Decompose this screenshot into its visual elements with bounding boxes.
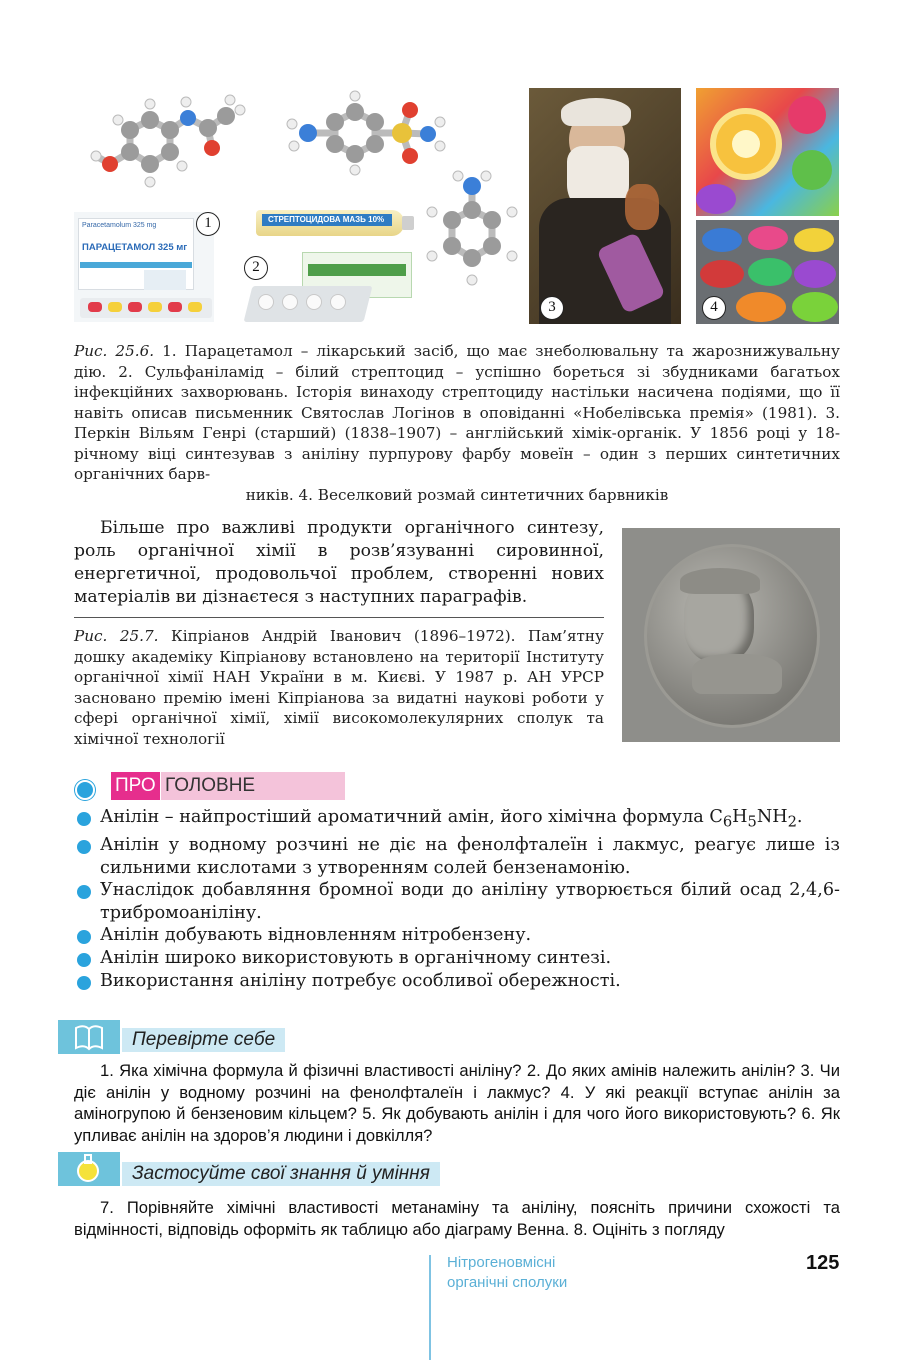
kiprianov-memorial-plaque-image — [622, 528, 840, 742]
figure-marker-3: 3 — [540, 296, 564, 320]
list-item: Анілін широко використовують в органічному синтезі. — [76, 947, 840, 970]
check-yourself-title: Перевірте себе — [122, 1028, 285, 1052]
paracetamol-molecule-image — [74, 86, 254, 206]
caption-label: Рис. 25.6. — [74, 342, 155, 360]
footer-line-1: Нітрогеновмісні — [447, 1254, 556, 1271]
aniline-molecule-image — [418, 168, 526, 304]
figure-25-7-label: Рис. 25.7. — [74, 627, 159, 645]
list-item: Анілін – найпростіший ароматичний амін, його хімічна формула $C_6H_5NH_2$. — [76, 806, 840, 834]
streptocide-tablets-image — [244, 250, 414, 324]
figure-25-7-caption — [74, 626, 604, 749]
paragraph-more-info: Більше про важливі продукти органічного синтезу, роль органічної хімії в розв’язуванні сировинної, енергетичної, продовольчої проблем, створенні нових матеріалів ви дізнаєтеся з наступних параграфів. — [74, 518, 604, 607]
summary-pro-label: ПРО — [111, 772, 160, 800]
summary-bullet-icon — [75, 780, 95, 800]
page-number: 125 — [806, 1252, 840, 1274]
flask-icon — [58, 1152, 120, 1186]
perkin-portrait-image — [529, 88, 681, 324]
summary-list — [76, 806, 840, 992]
pack-brand-small: Paracetamolum 325 mg — [82, 222, 157, 229]
colorful-candies-image — [696, 88, 839, 216]
footer-line-2: органічні сполуки — [447, 1274, 568, 1291]
summary-main-label: ГОЛОВНЕ — [161, 772, 345, 800]
list-item: Унаслідок добавляння бромної води до аніліну утворюється білий осад 2,4,6-трибромоаніліну. — [76, 879, 840, 924]
tube-label: СТРЕПТОЦИДОВА МАЗЬ 10% — [268, 215, 385, 224]
check-yourself-text: 1. Яка хімічна формула й фізичні властивості аніліну? 2. До яких амінів належить анілін? 3. Чи діє анілін у водному розчині на фенолфталеїн і лакмус? 4. У які реакції вступає анілін за аміногрупою й бензеновим кільцем? 5. Як добувають анілін і для чого його використовують? 6. Як упливає анілін на здоров’я людини і довкілля? — [74, 1061, 840, 1145]
streptocide-tube-image — [256, 204, 416, 244]
figure-25-7-text: Кіпріанов Андрій Іванович (1896–1972). Пам’ятну дошку академіку Кіпріанову встановлено на території Інституту органічної хімії НАН України в м. Києві. У 1987 р. АН УРСР засновано премію імені Кіпріанова за видатні наукові роботи у сфері органічної хімії, хімії високомолекулярних сполук та хімічної технології — [74, 627, 604, 748]
list-item: Анілін добувають відновленням нітробензену. — [76, 924, 840, 947]
list-item: Використання аніліну потребує особливої обережності. — [76, 970, 840, 993]
divider-line — [74, 617, 604, 618]
pack-brand-main: ПАРАЦЕТАМОЛ 325 мг — [82, 242, 188, 253]
caption-last-line: ників. 4. Веселковий розмай синтетичних барвників — [245, 485, 669, 504]
figure-marker-4: 4 — [702, 296, 726, 320]
list-item: Анілін у водному розчині не діє на фенолфталеїн і лакмус, реагує лише із сильними кислотами з утворенням солей бензенамонію. — [76, 834, 840, 879]
caption-text: 1. Парацетамол – лікарський засіб, що має знеболювальну та жарознижувальну дію. 2. Сульфаніламід – білий стрептоцид – успішно бореться зі збудниками багатьох інфекційних захворювань. Історія винаходу стрептоциду настільки насичена подіями, що її навіть описав письменник Святослав Логінов в оповіданні «Нобелівська премія» (1981). 3. Перкін Вільям Генрі (старший) (1838–1907) – англійський хімік-органік. У 1856 році у 18-річному віці синтезував з аніліну пурпурову фарбу мовеїн – один з перших синтетичних органічних барв- — [74, 342, 840, 483]
figure-25-6-caption — [74, 341, 840, 505]
footer-divider — [429, 1255, 431, 1360]
open-book-icon — [58, 1020, 120, 1054]
apply-knowledge-title: Застосуйте свої знання й уміння — [122, 1162, 440, 1186]
footer-chapter-title — [447, 1253, 567, 1293]
figure-marker-2: 2 — [244, 256, 268, 280]
paracetamol-pack-image — [74, 212, 214, 322]
apply-knowledge-text: 7. Порівняйте хімічні властивості метанаміну та аніліну, поясніть причини схожості та відмінності, відповідь оформіть як таблицю або діаграму Венна. 8. Оцініть з погляду — [74, 1198, 840, 1239]
figure-marker-1: 1 — [196, 212, 220, 236]
